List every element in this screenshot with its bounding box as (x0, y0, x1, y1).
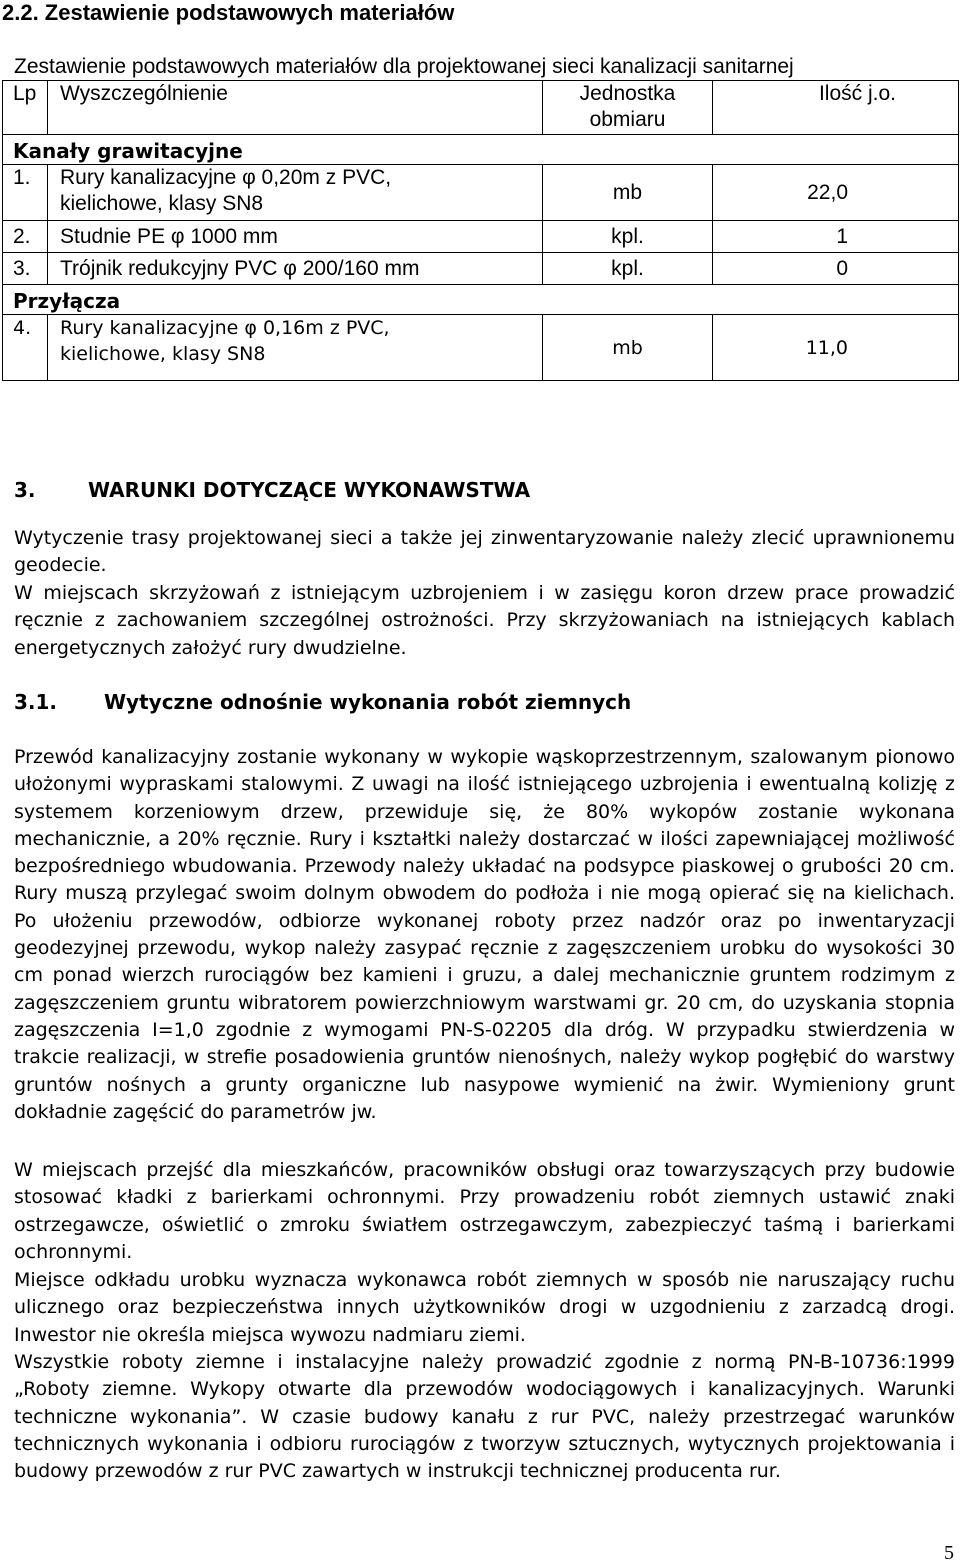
row-description: Rury kanalizacyjne φ 0,20m z PVC, kielichowe, klasy SN8 (48, 165, 543, 221)
row-unit: mb (543, 165, 713, 221)
row-lp: 3. (3, 253, 48, 285)
row-unit: kpl. (543, 253, 713, 285)
materials-table (2, 80, 959, 381)
header-description: Wyszczególnienie (48, 81, 543, 135)
table-section-row (3, 285, 959, 315)
row-description: Studnie PE φ 1000 mm (48, 221, 543, 253)
row-lp: 4. (3, 315, 48, 381)
table-row (3, 253, 959, 285)
table-row (3, 165, 959, 221)
row-quantity: 11,0 (713, 315, 959, 381)
row-description: Trójnik redukcyjny PVC φ 200/160 mm (48, 253, 543, 285)
row-quantity: 22,0 (713, 165, 959, 221)
section-3-1-title: Wytyczne odnośnie wykonania robót ziemnych (104, 690, 632, 714)
table-caption: Zestawienie podstawowych materiałów dla projektowanej sieci kanalizacji sanitarnej (14, 55, 794, 78)
row-unit: kpl. (543, 221, 713, 253)
paragraph: W miejscach skrzyżowań z istniejącym uzbrojeniem i w zasięgu koron drzew prace prowadzić ręcznie z zachowaniem szczególnej ostrożności. Przy skrzyżowaniach na istniejących kablach energetycznych założyć rury dwudzielne. (14, 582, 955, 659)
table-section-row (3, 135, 959, 165)
row-description: Rury kanalizacyjne φ 0,16m z PVC, kielichowe, klasy SN8 (48, 315, 543, 381)
section-3-title: WARUNKI DOTYCZĄCE WYKONAWSTWA (88, 478, 531, 502)
section-heading-3-1 (14, 689, 631, 715)
paragraph: Wszystkie roboty ziemne i instalacyjne należy prowadzić zgodnie z normą PN-B-10736:1999 „Roboty ziemne. Wykopy otwarte dla przewodów wodociągowych i kanalizacyjnych. Warunki techniczne wykonania”. W czasie budowy kanału z rur PVC, należy przestrzegać warunków technicznych wykonania i odbioru rurociągów z tworzyw sztucznych, wytycznych projektowania i budowy przewodów z rur PVC zawartych w instrukcji technicznej producenta rur. (14, 1351, 955, 1483)
section-heading-3 (14, 477, 530, 503)
section-3-number: 3. (14, 478, 36, 502)
row-quantity: 0 (713, 253, 959, 285)
table-header-row (3, 81, 959, 135)
header-unit-line1: Jednostka (579, 82, 676, 105)
table-row (3, 315, 959, 381)
row-lp: 2. (3, 221, 48, 253)
paragraph: Miejsce odkładu urobku wyznacza wykonawca robót ziemnych w sposób nie naruszający ruchu ulicznego oraz bezpieczeństwa innych użytkowników drogi w uzgodnieniu z zarzadcą drogi. Inwestor nie określa miejsca wywozu nadmiaru ziemi. (14, 1269, 955, 1346)
header-lp: Lp (3, 81, 48, 135)
section-title-kanaly: Kanały grawitacyjne (3, 135, 959, 165)
header-quantity: Ilość j.o. (713, 81, 959, 135)
row-unit: mb (543, 315, 713, 381)
section-heading-2-2: 2.2. Zestawienie podstawowych materiałów (2, 0, 455, 25)
page-number: 5 (944, 1542, 954, 1564)
table-row (3, 221, 959, 253)
header-unit (543, 81, 713, 135)
header-unit-line2: obmiaru (589, 108, 666, 131)
section-3-1-number: 3.1. (14, 690, 58, 714)
row-quantity: 1 (713, 221, 959, 253)
section-title-przylacza: Przyłącza (3, 285, 959, 315)
row-lp: 1. (3, 165, 48, 221)
paragraph: Przewód kanalizacyjny zostanie wykonany w wykopie wąskoprzestrzennym, szalowanym pionowo ułożonymi wypraskami stalowymi. Z uwagi na ilość istniejącego uzbrojenia i ewentualną kolizję z systemem korzeniowym drzew, przewiduje się, że 80% wykopów zostanie wykonana mechanicznie, a 20% ręcznie. Rury i kształtki należy dostarczać w ilości zapewniającej możliwość bezpośredniego wbudowania. Przewody należy układać na podsypce piaskowej o grubości 20 cm. Rury muszą przylegać swoim dolnym obwodem do podłoża i nie mogą opierać się na kielichach. Po ułożeniu przewodów, odbiorze wykonanej roboty przez nadzór oraz po inwentaryzacji geodezyjnej przewodu, wykop należy zasypać ręcznie z zagęszczeniem urobku do wysokości 30 cm ponad wierzch rurociągów bez kamieni i gruzu, a dalej mechanicznie gruntem rodzimym z zagęszczeniem gruntu wibratorem powierzchniowym warstwami gr. 20 cm, do uzyskania stopnia zagęszczenia I=1,0 zgodnie z wymogami PN-S-02205 dla dróg. W przypadku stwierdzenia w trakcie realizacji, w strefie posadowienia gruntów nienośnych, należy wykop pogłębić do warstwy gruntów nośnych a grunty organiczne lub nasypowe wymienić na żwir. Wymieniony grunt dokładnie zagęścić do parametrów jw. (14, 746, 955, 1123)
paragraph: Wytyczenie trasy projektowanej sieci a także jej zinwentaryzowanie należy zlecić uprawnionemu geodecie. (14, 527, 955, 577)
paragraph: W miejscach przejść dla mieszkańców, pracowników obsługi oraz towarzyszących przy budowie stosować kładki z barierkami ochronnymi. Przy prowadzeniu robót ziemnych ustawić znaki ostrzegawcze, oświetlić o zmroku światłem ostrzegawczym, zabezpieczyć taśmą i barierkami ochronnymi. (14, 1159, 955, 1263)
